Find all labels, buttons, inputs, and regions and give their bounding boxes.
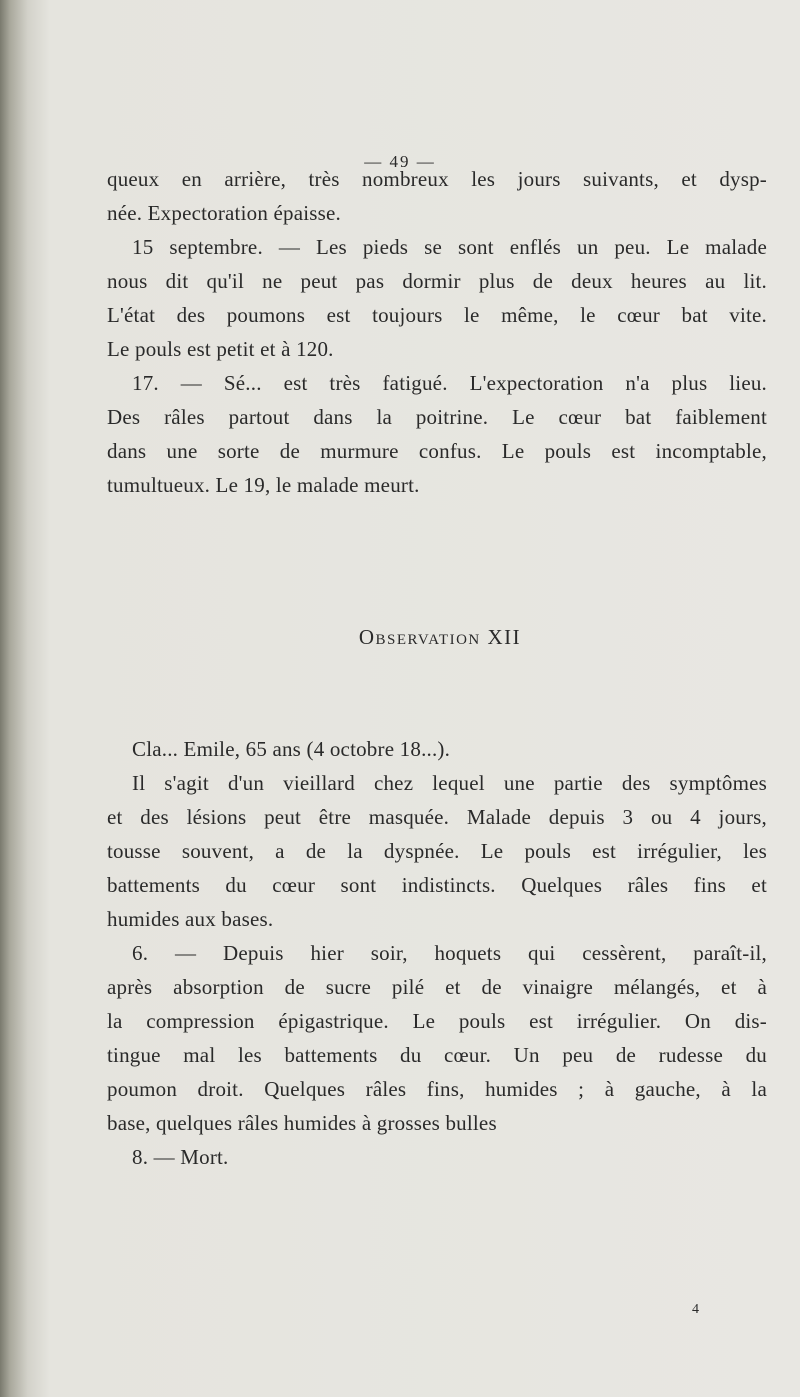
text-line: 15 septembre. — Les pieds se sont enflés un peu. Le malade xyxy=(132,235,767,259)
text-line: humides aux bases. xyxy=(107,907,274,931)
text-line: base, quelques râles humides à grosses bulles xyxy=(107,1111,497,1135)
text-block-top xyxy=(107,162,767,502)
text-line: Cla... Emile, 65 ans (4 octobre 18...). xyxy=(132,737,451,761)
text-line: 6. — Depuis hier soir, hoquets qui cessèrent, paraît-il, xyxy=(132,941,767,965)
text-line: battements du cœur sont indistincts. Quelques râles fins et xyxy=(107,873,767,897)
text-line: Il s'agit d'un vieillard chez lequel une partie des symptômes xyxy=(132,771,767,795)
text-line: Des râles partout dans la poitrine. Le cœur bat faiblement xyxy=(107,405,767,429)
text-line: queux en arrière, très nombreux les jours suivants, et dysp- xyxy=(107,167,767,191)
text-line: tumultueux. Le 19, le malade meurt. xyxy=(107,473,420,497)
text-line: tousse souvent, a de la dyspnée. Le pouls est irrégulier, les xyxy=(107,839,767,863)
text-line: la compression épigastrique. Le pouls est irrégulier. On dis- xyxy=(107,1009,767,1033)
text-line: poumon droit. Quelques râles fins, humides ; à gauche, à la xyxy=(107,1077,767,1101)
text-block-bottom xyxy=(107,732,767,1174)
signature-mark: 4 xyxy=(692,1302,699,1317)
text-line: après absorption de sucre pilé et de vinaigre mélangés, et à xyxy=(107,975,767,999)
text-line: née. Expectoration épaisse. xyxy=(107,201,341,225)
section-heading: Observation XII xyxy=(358,625,522,649)
text-line: nous dit qu'il ne peut pas dormir plus de deux heures au lit. xyxy=(107,269,767,293)
text-line: 17. — Sé... est très fatigué. L'expectoration n'a plus lieu. xyxy=(132,371,767,395)
text-line: et des lésions peut être masquée. Malade depuis 3 ou 4 jours, xyxy=(107,805,767,829)
text-line: 8. — Mort. xyxy=(132,1145,229,1169)
page-number: — 49 — xyxy=(364,152,436,171)
text-line: L'état des poumons est toujours le même, le cœur bat vite. xyxy=(107,303,767,327)
text-line: Le pouls est petit et à 120. xyxy=(107,337,334,361)
text-line: tingue mal les battements du cœur. Un peu de rudesse du xyxy=(107,1043,767,1067)
text-line: dans une sorte de murmure confus. Le pouls est incomptable, xyxy=(107,439,767,463)
